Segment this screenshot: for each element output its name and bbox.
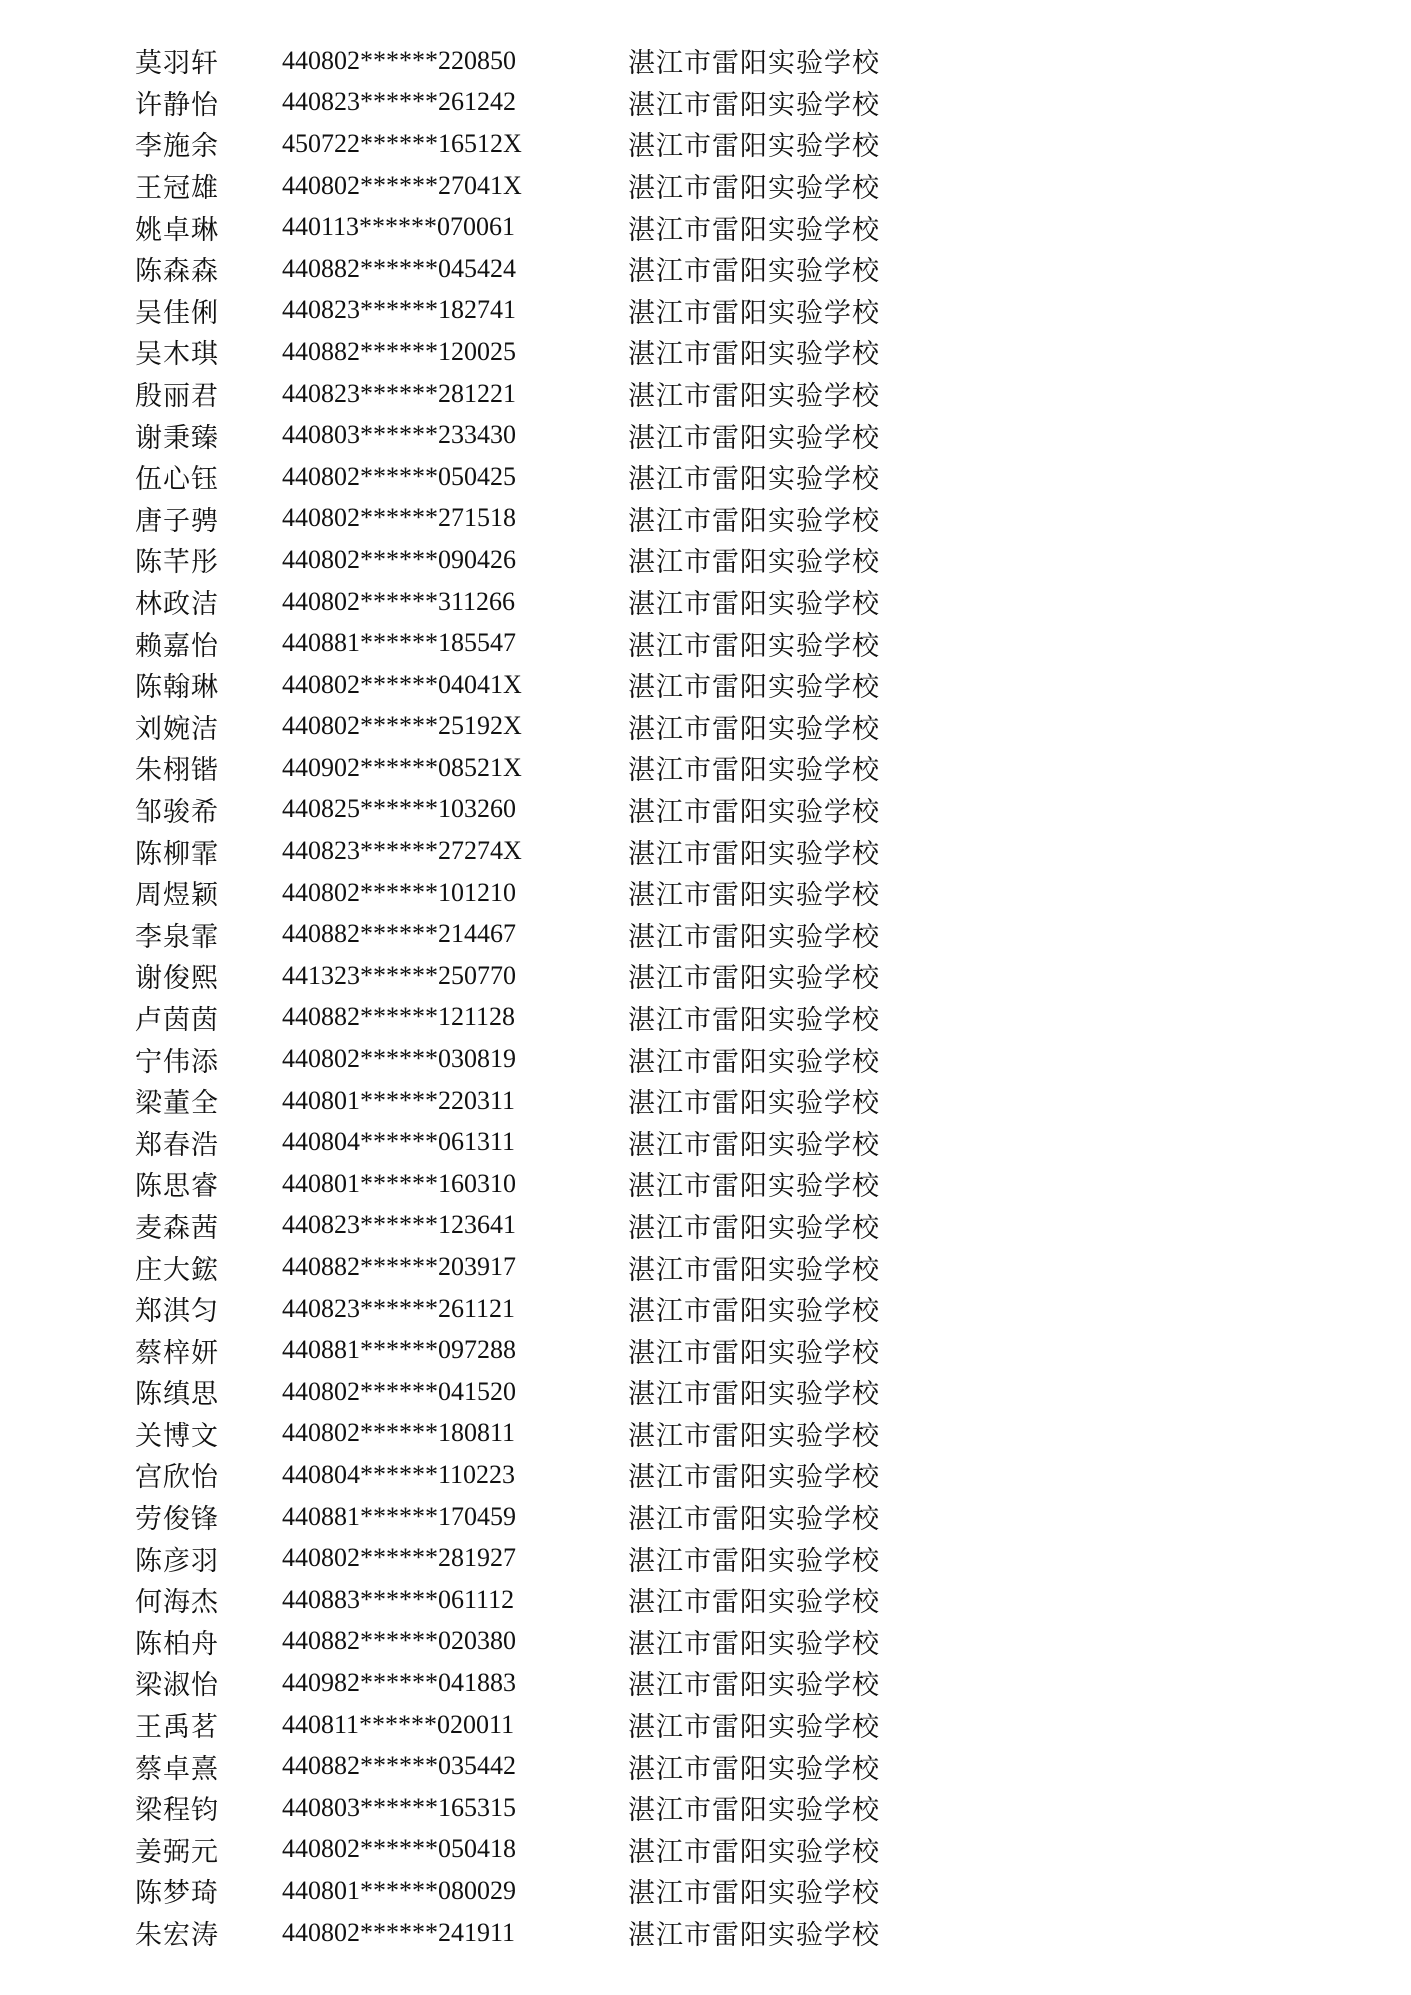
school-name: 湛江市雷阳实验学校 <box>628 339 880 371</box>
school-name: 湛江市雷阳实验学校 <box>628 89 880 121</box>
id-number: 440801******080029 <box>282 1875 516 1905</box>
school-name: 湛江市雷阳实验学校 <box>628 1254 880 1286</box>
table-row <box>135 913 1035 955</box>
student-name: 李施余 <box>135 131 219 163</box>
id-number: 440802******041520 <box>282 1376 516 1406</box>
student-name: 王禹茗 <box>135 1712 219 1744</box>
table-row <box>135 789 1035 831</box>
school-name: 湛江市雷阳实验学校 <box>628 214 880 246</box>
id-number: 440823******261121 <box>282 1293 516 1323</box>
student-name: 陈森森 <box>135 256 219 288</box>
table-row <box>135 1912 1035 1954</box>
school-name: 湛江市雷阳实验学校 <box>628 1212 880 1244</box>
student-name: 刘婉洁 <box>135 713 219 745</box>
student-name: 卢茵茵 <box>135 1004 219 1036</box>
school-name: 湛江市雷阳实验学校 <box>628 1836 880 1868</box>
student-name: 莫羽轩 <box>135 48 219 80</box>
id-number: 440802******04041X <box>282 669 522 699</box>
student-name: 吴木琪 <box>135 339 219 371</box>
table-row <box>135 206 1035 248</box>
school-name: 湛江市雷阳实验学校 <box>628 1004 880 1036</box>
table-row <box>135 40 1035 82</box>
table-row <box>135 872 1035 914</box>
table-row <box>135 1537 1035 1579</box>
id-number: 440802******271518 <box>282 503 516 533</box>
school-name: 湛江市雷阳实验学校 <box>628 1420 880 1452</box>
id-number: 440802******101210 <box>282 877 516 907</box>
student-name: 朱栩锴 <box>135 755 219 787</box>
student-name: 谢俊熙 <box>135 963 219 995</box>
id-number: 440823******281221 <box>282 378 516 408</box>
student-name: 朱宏涛 <box>135 1920 219 1952</box>
school-name: 湛江市雷阳实验学校 <box>628 713 880 745</box>
table-row <box>135 1288 1035 1330</box>
table-row <box>135 373 1035 415</box>
id-number: 441323******250770 <box>282 960 516 990</box>
table-row <box>135 539 1035 581</box>
student-name: 劳俊锋 <box>135 1504 219 1536</box>
id-number: 440802******050425 <box>282 461 516 491</box>
table-row <box>135 1329 1035 1371</box>
school-name: 湛江市雷阳实验学校 <box>628 1753 880 1785</box>
id-number: 440881******097288 <box>282 1335 516 1365</box>
id-number: 440811******020011 <box>282 1709 515 1739</box>
id-number: 440802******090426 <box>282 544 516 574</box>
school-name: 湛江市雷阳实验学校 <box>628 921 880 953</box>
table-row <box>135 1454 1035 1496</box>
table-row <box>135 1163 1035 1205</box>
table-row <box>135 1579 1035 1621</box>
table-row <box>135 581 1035 623</box>
school-name: 湛江市雷阳实验学校 <box>628 755 880 787</box>
student-name: 陈思睿 <box>135 1171 219 1203</box>
table-row <box>135 1787 1035 1829</box>
id-number: 440882******035442 <box>282 1751 516 1781</box>
id-number: 440823******27274X <box>282 836 522 866</box>
school-name: 湛江市雷阳实验学校 <box>628 630 880 662</box>
id-number: 440801******220311 <box>282 1085 516 1115</box>
student-name: 陈缜思 <box>135 1379 219 1411</box>
school-name: 湛江市雷阳实验学校 <box>628 422 880 454</box>
school-name: 湛江市雷阳实验学校 <box>628 256 880 288</box>
student-name: 陈翰琳 <box>135 672 219 704</box>
student-name: 周煜颖 <box>135 880 219 912</box>
student-name: 陈柳霏 <box>135 838 219 870</box>
id-number: 440801******160310 <box>282 1168 516 1198</box>
student-name: 李泉霏 <box>135 921 219 953</box>
table-row <box>135 165 1035 207</box>
id-number: 440882******045424 <box>282 253 516 283</box>
school-name: 湛江市雷阳实验学校 <box>628 838 880 870</box>
id-number: 440802******311266 <box>282 586 516 616</box>
school-name: 湛江市雷阳实验学校 <box>628 1171 880 1203</box>
school-name: 湛江市雷阳实验学校 <box>628 1587 880 1619</box>
school-name: 湛江市雷阳实验学校 <box>628 297 880 329</box>
table-row <box>135 1038 1035 1080</box>
school-name: 湛江市雷阳实验学校 <box>628 173 880 205</box>
id-number: 440802******25192X <box>282 711 522 741</box>
table-row <box>135 498 1035 540</box>
id-number: 440881******170459 <box>282 1501 516 1531</box>
id-number: 440882******203917 <box>282 1252 516 1282</box>
school-name: 湛江市雷阳实验学校 <box>628 1670 880 1702</box>
student-name: 陈彦羽 <box>135 1545 219 1577</box>
table-row <box>135 1371 1035 1413</box>
student-name: 王冠雄 <box>135 173 219 205</box>
student-name: 姚卓琳 <box>135 214 219 246</box>
id-number: 440883******061112 <box>282 1584 515 1614</box>
id-number: 440882******214467 <box>282 919 516 949</box>
table-row <box>135 1704 1035 1746</box>
table-row <box>135 1413 1035 1455</box>
table-row <box>135 664 1035 706</box>
id-number: 440802******281927 <box>282 1543 516 1573</box>
student-name: 梁董全 <box>135 1088 219 1120</box>
id-number: 450722******16512X <box>282 128 522 158</box>
table-row <box>135 456 1035 498</box>
id-number: 440803******233430 <box>282 420 516 450</box>
student-name: 唐子骋 <box>135 505 219 537</box>
id-number: 440882******120025 <box>282 336 516 366</box>
id-number: 440802******030819 <box>282 1044 516 1074</box>
student-name: 宁伟添 <box>135 1046 219 1078</box>
student-name: 陈梦琦 <box>135 1878 219 1910</box>
school-name: 湛江市雷阳实验学校 <box>628 131 880 163</box>
student-name: 蔡卓熹 <box>135 1753 219 1785</box>
school-name: 湛江市雷阳实验学校 <box>628 1712 880 1744</box>
school-name: 湛江市雷阳实验学校 <box>628 589 880 621</box>
student-name: 麦森茜 <box>135 1212 219 1244</box>
table-row <box>135 622 1035 664</box>
table-row <box>135 1496 1035 1538</box>
student-name: 宫欣怡 <box>135 1462 219 1494</box>
school-name: 湛江市雷阳实验学校 <box>628 1088 880 1120</box>
id-number: 440823******182741 <box>282 295 516 325</box>
table-row <box>135 331 1035 373</box>
id-number: 440802******27041X <box>282 170 522 200</box>
student-name: 蔡梓妍 <box>135 1337 219 1369</box>
student-name: 伍心钰 <box>135 464 219 496</box>
id-number: 440802******220850 <box>282 45 516 75</box>
table-row <box>135 1621 1035 1663</box>
student-name: 陈柏舟 <box>135 1628 219 1660</box>
school-name: 湛江市雷阳实验学校 <box>628 1379 880 1411</box>
id-number: 440881******185547 <box>282 628 516 658</box>
student-roster <box>135 40 1035 1953</box>
student-name: 郑淇匀 <box>135 1296 219 1328</box>
school-name: 湛江市雷阳实验学校 <box>628 505 880 537</box>
school-name: 湛江市雷阳实验学校 <box>628 1628 880 1660</box>
table-row <box>135 1662 1035 1704</box>
table-row <box>135 955 1035 997</box>
school-name: 湛江市雷阳实验学校 <box>628 1129 880 1161</box>
student-name: 林政洁 <box>135 589 219 621</box>
school-name: 湛江市雷阳实验学校 <box>628 1337 880 1369</box>
student-name: 许静怡 <box>135 89 219 121</box>
school-name: 湛江市雷阳实验学校 <box>628 672 880 704</box>
table-row <box>135 1745 1035 1787</box>
school-name: 湛江市雷阳实验学校 <box>628 1795 880 1827</box>
school-name: 湛江市雷阳实验学校 <box>628 1504 880 1536</box>
table-row <box>135 1870 1035 1912</box>
student-name: 邹骏希 <box>135 796 219 828</box>
table-row <box>135 248 1035 290</box>
id-number: 440902******08521X <box>282 752 522 782</box>
id-number: 440802******050418 <box>282 1834 516 1864</box>
school-name: 湛江市雷阳实验学校 <box>628 1462 880 1494</box>
school-name: 湛江市雷阳实验学校 <box>628 48 880 80</box>
student-name: 姜弼元 <box>135 1836 219 1868</box>
student-name: 庄大鋐 <box>135 1254 219 1286</box>
table-row <box>135 997 1035 1039</box>
table-row <box>135 830 1035 872</box>
school-name: 湛江市雷阳实验学校 <box>628 381 880 413</box>
student-name: 吴佳俐 <box>135 297 219 329</box>
school-name: 湛江市雷阳实验学校 <box>628 796 880 828</box>
school-name: 湛江市雷阳实验学校 <box>628 1545 880 1577</box>
student-name: 郑春浩 <box>135 1129 219 1161</box>
table-row <box>135 123 1035 165</box>
school-name: 湛江市雷阳实验学校 <box>628 880 880 912</box>
id-number: 440804******110223 <box>282 1459 516 1489</box>
table-row <box>135 414 1035 456</box>
id-number: 440802******241911 <box>282 1917 516 1947</box>
school-name: 湛江市雷阳实验学校 <box>628 1296 880 1328</box>
student-name: 殷丽君 <box>135 381 219 413</box>
school-name: 湛江市雷阳实验学校 <box>628 963 880 995</box>
school-name: 湛江市雷阳实验学校 <box>628 1878 880 1910</box>
student-name: 梁淑怡 <box>135 1670 219 1702</box>
id-number: 440823******123641 <box>282 1210 516 1240</box>
student-name: 赖嘉怡 <box>135 630 219 662</box>
id-number: 440803******165315 <box>282 1792 516 1822</box>
table-row <box>135 1205 1035 1247</box>
id-number: 440802******180811 <box>282 1418 516 1448</box>
student-name: 谢秉臻 <box>135 422 219 454</box>
student-name: 梁程钧 <box>135 1795 219 1827</box>
table-row <box>135 290 1035 332</box>
id-number: 440882******020380 <box>282 1626 516 1656</box>
table-row <box>135 706 1035 748</box>
school-name: 湛江市雷阳实验学校 <box>628 1046 880 1078</box>
id-number: 440823******261242 <box>282 87 516 117</box>
table-row <box>135 747 1035 789</box>
table-row <box>135 1246 1035 1288</box>
table-row <box>135 1080 1035 1122</box>
student-name: 何海杰 <box>135 1587 219 1619</box>
student-name: 陈芊彤 <box>135 547 219 579</box>
school-name: 湛江市雷阳实验学校 <box>628 547 880 579</box>
table-row <box>135 1121 1035 1163</box>
id-number: 440113******070061 <box>282 212 516 242</box>
id-number: 440982******041883 <box>282 1667 516 1697</box>
id-number: 440804******061311 <box>282 1127 516 1157</box>
id-number: 440825******103260 <box>282 794 516 824</box>
id-number: 440882******121128 <box>282 1002 516 1032</box>
school-name: 湛江市雷阳实验学校 <box>628 1920 880 1952</box>
school-name: 湛江市雷阳实验学校 <box>628 464 880 496</box>
table-row <box>135 82 1035 124</box>
student-name: 关博文 <box>135 1420 219 1452</box>
table-row <box>135 1829 1035 1871</box>
